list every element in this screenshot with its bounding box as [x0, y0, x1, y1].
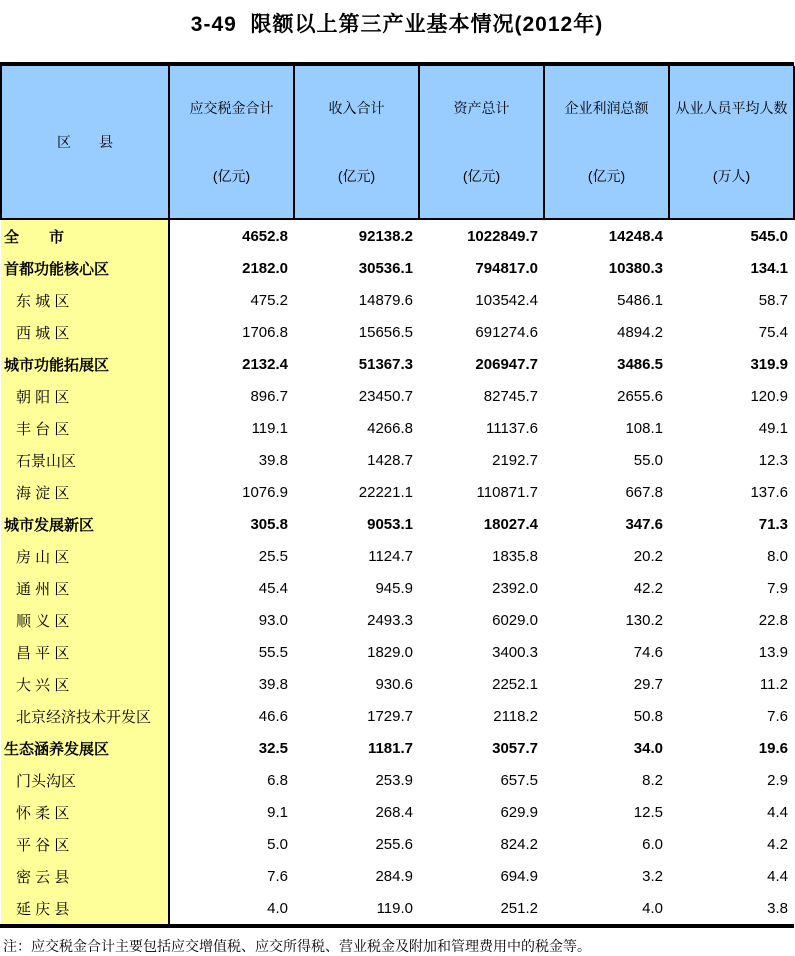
value-cell: 6029.0 [492, 611, 538, 629]
value-cell: 25.5 [258, 547, 288, 565]
value-cell: 50.8 [633, 707, 663, 725]
value-cell: 1124.7 [368, 547, 413, 565]
header-row [1, 66, 794, 219]
value-cell: 49.1 [758, 419, 788, 437]
district-cell: 海 淀 区 [1, 476, 169, 508]
value-cell: 4266.8 [367, 419, 413, 437]
value-cell: 6.0 [642, 835, 663, 853]
value-cell: 7.9 [767, 579, 788, 597]
value-cell: 1181.7 [367, 739, 413, 757]
value-cell: 2118.2 [493, 707, 538, 725]
value-cell: 1076.9 [242, 483, 288, 501]
value-cell: 545.0 [750, 227, 788, 245]
value-cell: 42.2 [633, 579, 663, 597]
value-cell: 2493.3 [367, 611, 413, 629]
value-cell: 119.1 [251, 419, 288, 437]
value-cell: 2182.0 [242, 259, 288, 277]
value-cell: 2132.4 [242, 355, 288, 373]
table-row [1, 219, 794, 252]
value-cell: 3.2 [642, 867, 663, 885]
value-cell: 667.8 [625, 483, 663, 501]
value-cell: 284.9 [375, 867, 413, 885]
district-cell: 昌 平 区 [1, 636, 169, 668]
value-cell: 12.5 [633, 803, 663, 821]
value-cell: 58.7 [758, 291, 788, 309]
value-cell: 12.3 [758, 451, 788, 469]
value-cell: 34.0 [633, 739, 663, 757]
table-row [1, 604, 794, 636]
value-cell: 10380.3 [608, 259, 663, 277]
value-cell: 22221.1 [358, 483, 413, 501]
value-cell: 2392.0 [492, 579, 538, 597]
value-cell: 794817.0 [475, 259, 538, 277]
value-cell: 55.5 [258, 643, 288, 661]
page-title: 3-49 限额以上第三产业基本情况(2012年) [190, 13, 604, 36]
value-cell: 46.6 [258, 707, 288, 725]
district-cell: 全 市 [1, 219, 169, 252]
value-cell: 7.6 [267, 867, 288, 885]
table-container [0, 62, 794, 928]
value-cell: 945.9 [375, 579, 413, 597]
table-row [1, 700, 794, 732]
value-cell: 3.8 [767, 899, 788, 917]
value-cell: 4.4 [767, 867, 788, 885]
value-cell: 251.2 [500, 899, 538, 917]
value-cell: 55.0 [633, 451, 663, 469]
value-cell: 120.9 [750, 387, 788, 405]
table-row [1, 348, 794, 380]
value-cell: 39.8 [258, 675, 288, 693]
table-row [1, 476, 794, 508]
table-row [1, 892, 794, 924]
table-row [1, 444, 794, 476]
value-cell: 7.6 [767, 707, 788, 725]
value-cell: 39.8 [258, 451, 288, 469]
district-cell: 大 兴 区 [1, 668, 169, 700]
column-name: 收入合计 [328, 100, 385, 116]
value-cell: 305.8 [250, 515, 288, 533]
district-cell: 通 州 区 [1, 572, 169, 604]
value-cell: 29.7 [633, 675, 663, 693]
district-cell: 城市功能拓展区 [1, 348, 169, 380]
column-unit: (万人) [712, 168, 751, 184]
table-row [1, 732, 794, 764]
value-cell: 20.2 [633, 547, 663, 565]
value-cell: 4652.8 [242, 227, 288, 245]
table-row [1, 316, 794, 348]
value-cell: 1022849.7 [467, 227, 538, 245]
value-cell: 6.8 [267, 771, 288, 789]
table-row [1, 796, 794, 828]
value-cell: 4894.2 [617, 323, 663, 341]
value-cell: 82745.7 [483, 387, 538, 405]
table-row [1, 380, 794, 412]
column-unit: (亿元) [212, 168, 251, 184]
value-cell: 92138.2 [358, 227, 413, 245]
column-header-taxes [169, 66, 294, 219]
district-cell: 朝 阳 区 [1, 380, 169, 412]
value-cell: 896.7 [250, 387, 288, 405]
district-cell: 东 城 区 [1, 284, 169, 316]
value-cell: 9053.1 [367, 515, 413, 533]
table-row [1, 636, 794, 668]
table-header [1, 66, 794, 219]
district-header-label: 区 县 [57, 134, 113, 150]
column-unit: (亿元) [337, 168, 376, 184]
value-cell: 93.0 [258, 611, 288, 629]
value-cell: 930.6 [375, 675, 413, 693]
value-cell: 30536.1 [358, 259, 413, 277]
value-cell: 2252.1 [492, 675, 538, 693]
value-cell: 8.2 [642, 771, 663, 789]
value-cell: 4.2 [767, 835, 788, 853]
value-cell: 4.0 [642, 899, 663, 917]
value-cell: 19.6 [758, 739, 788, 757]
value-cell: 475.2 [250, 291, 288, 309]
value-cell: 1835.8 [492, 547, 538, 565]
table-row [1, 412, 794, 444]
value-cell: 110871.7 [476, 483, 538, 501]
value-cell: 3486.5 [617, 355, 663, 373]
value-cell: 1428.7 [367, 451, 413, 469]
district-cell: 生态涵养发展区 [1, 732, 169, 764]
value-cell: 14879.6 [358, 291, 413, 309]
value-cell: 4.4 [767, 803, 788, 821]
value-cell: 4.0 [267, 899, 288, 917]
column-name: 应交税金合计 [189, 100, 274, 116]
value-cell: 108.1 [625, 419, 663, 437]
value-cell: 137.6 [750, 483, 788, 501]
value-cell: 268.4 [375, 803, 413, 821]
district-cell: 门头沟区 [1, 764, 169, 796]
value-cell: 23450.7 [358, 387, 413, 405]
footnote: 注：应交税金合计主要包括应交增值税、应交所得税、营业税金及附加和管理费用中的税金等。 [3, 938, 591, 954]
value-cell: 13.9 [758, 643, 788, 661]
value-cell: 119.0 [376, 899, 413, 917]
district-cell: 西 城 区 [1, 316, 169, 348]
column-name: 从业人员平均人数 [675, 100, 788, 116]
value-cell: 11137.6 [486, 419, 538, 437]
column-name: 企业利润总额 [564, 100, 649, 116]
value-cell: 32.5 [258, 739, 288, 757]
value-cell: 3400.3 [492, 643, 538, 661]
table-row [1, 508, 794, 540]
column-header-income [294, 66, 419, 219]
table-row [1, 860, 794, 892]
value-cell: 206947.7 [475, 355, 538, 373]
district-cell: 房 山 区 [1, 540, 169, 572]
value-cell: 103542.4 [475, 291, 538, 309]
value-cell: 75.4 [758, 323, 788, 341]
value-cell: 130.2 [625, 611, 663, 629]
table-row [1, 828, 794, 860]
district-cell: 城市发展新区 [1, 508, 169, 540]
column-unit: (亿元) [587, 168, 626, 184]
value-cell: 824.2 [500, 835, 538, 853]
value-cell: 22.8 [758, 611, 788, 629]
table-row [1, 572, 794, 604]
value-cell: 319.9 [750, 355, 788, 373]
value-cell: 2192.7 [492, 451, 538, 469]
district-cell: 平 谷 区 [1, 828, 169, 860]
value-cell: 8.0 [767, 547, 788, 565]
value-cell: 134.1 [750, 259, 788, 277]
column-header-assets [419, 66, 544, 219]
table-row [1, 764, 794, 796]
value-cell: 14248.4 [608, 227, 663, 245]
value-cell: 629.9 [500, 803, 538, 821]
table-row [1, 540, 794, 572]
value-cell: 657.5 [500, 771, 538, 789]
column-header-profits [544, 66, 669, 219]
value-cell: 347.6 [625, 515, 663, 533]
value-cell: 9.1 [267, 803, 288, 821]
value-cell: 5486.1 [617, 291, 663, 309]
value-cell: 253.9 [375, 771, 413, 789]
district-cell: 北京经济技术开发区 [1, 700, 169, 732]
value-cell: 255.6 [375, 835, 413, 853]
value-cell: 45.4 [258, 579, 288, 597]
value-cell: 51367.3 [358, 355, 413, 373]
value-cell: 74.6 [633, 643, 663, 661]
column-header-employees [669, 66, 794, 219]
district-cell: 密 云 县 [1, 860, 169, 892]
value-cell: 3057.7 [492, 739, 538, 757]
district-cell: 怀 柔 区 [1, 796, 169, 828]
value-cell: 15656.5 [358, 323, 413, 341]
value-cell: 2655.6 [617, 387, 663, 405]
value-cell: 1729.7 [367, 707, 413, 725]
value-cell: 5.0 [267, 835, 288, 853]
table-row [1, 668, 794, 700]
district-cell: 丰 台 区 [1, 412, 169, 444]
value-cell: 2.9 [767, 771, 788, 789]
table-body [1, 219, 794, 924]
value-cell: 18027.4 [483, 515, 538, 533]
district-column-header [1, 66, 169, 219]
table-row [1, 252, 794, 284]
value-cell: 691274.6 [475, 323, 538, 341]
value-cell: 1706.8 [242, 323, 288, 341]
table-row [1, 284, 794, 316]
district-cell: 石景山区 [1, 444, 169, 476]
column-name: 资产总计 [453, 100, 510, 116]
value-cell: 1829.0 [367, 643, 413, 661]
value-cell: 71.3 [758, 515, 788, 533]
district-cell: 延 庆 县 [1, 892, 169, 924]
value-cell: 694.9 [500, 867, 538, 885]
stats-table [0, 66, 795, 924]
district-cell: 顺 义 区 [1, 604, 169, 636]
value-cell: 11.2 [759, 675, 788, 693]
column-unit: (亿元) [462, 168, 501, 184]
district-cell: 首都功能核心区 [1, 252, 169, 284]
